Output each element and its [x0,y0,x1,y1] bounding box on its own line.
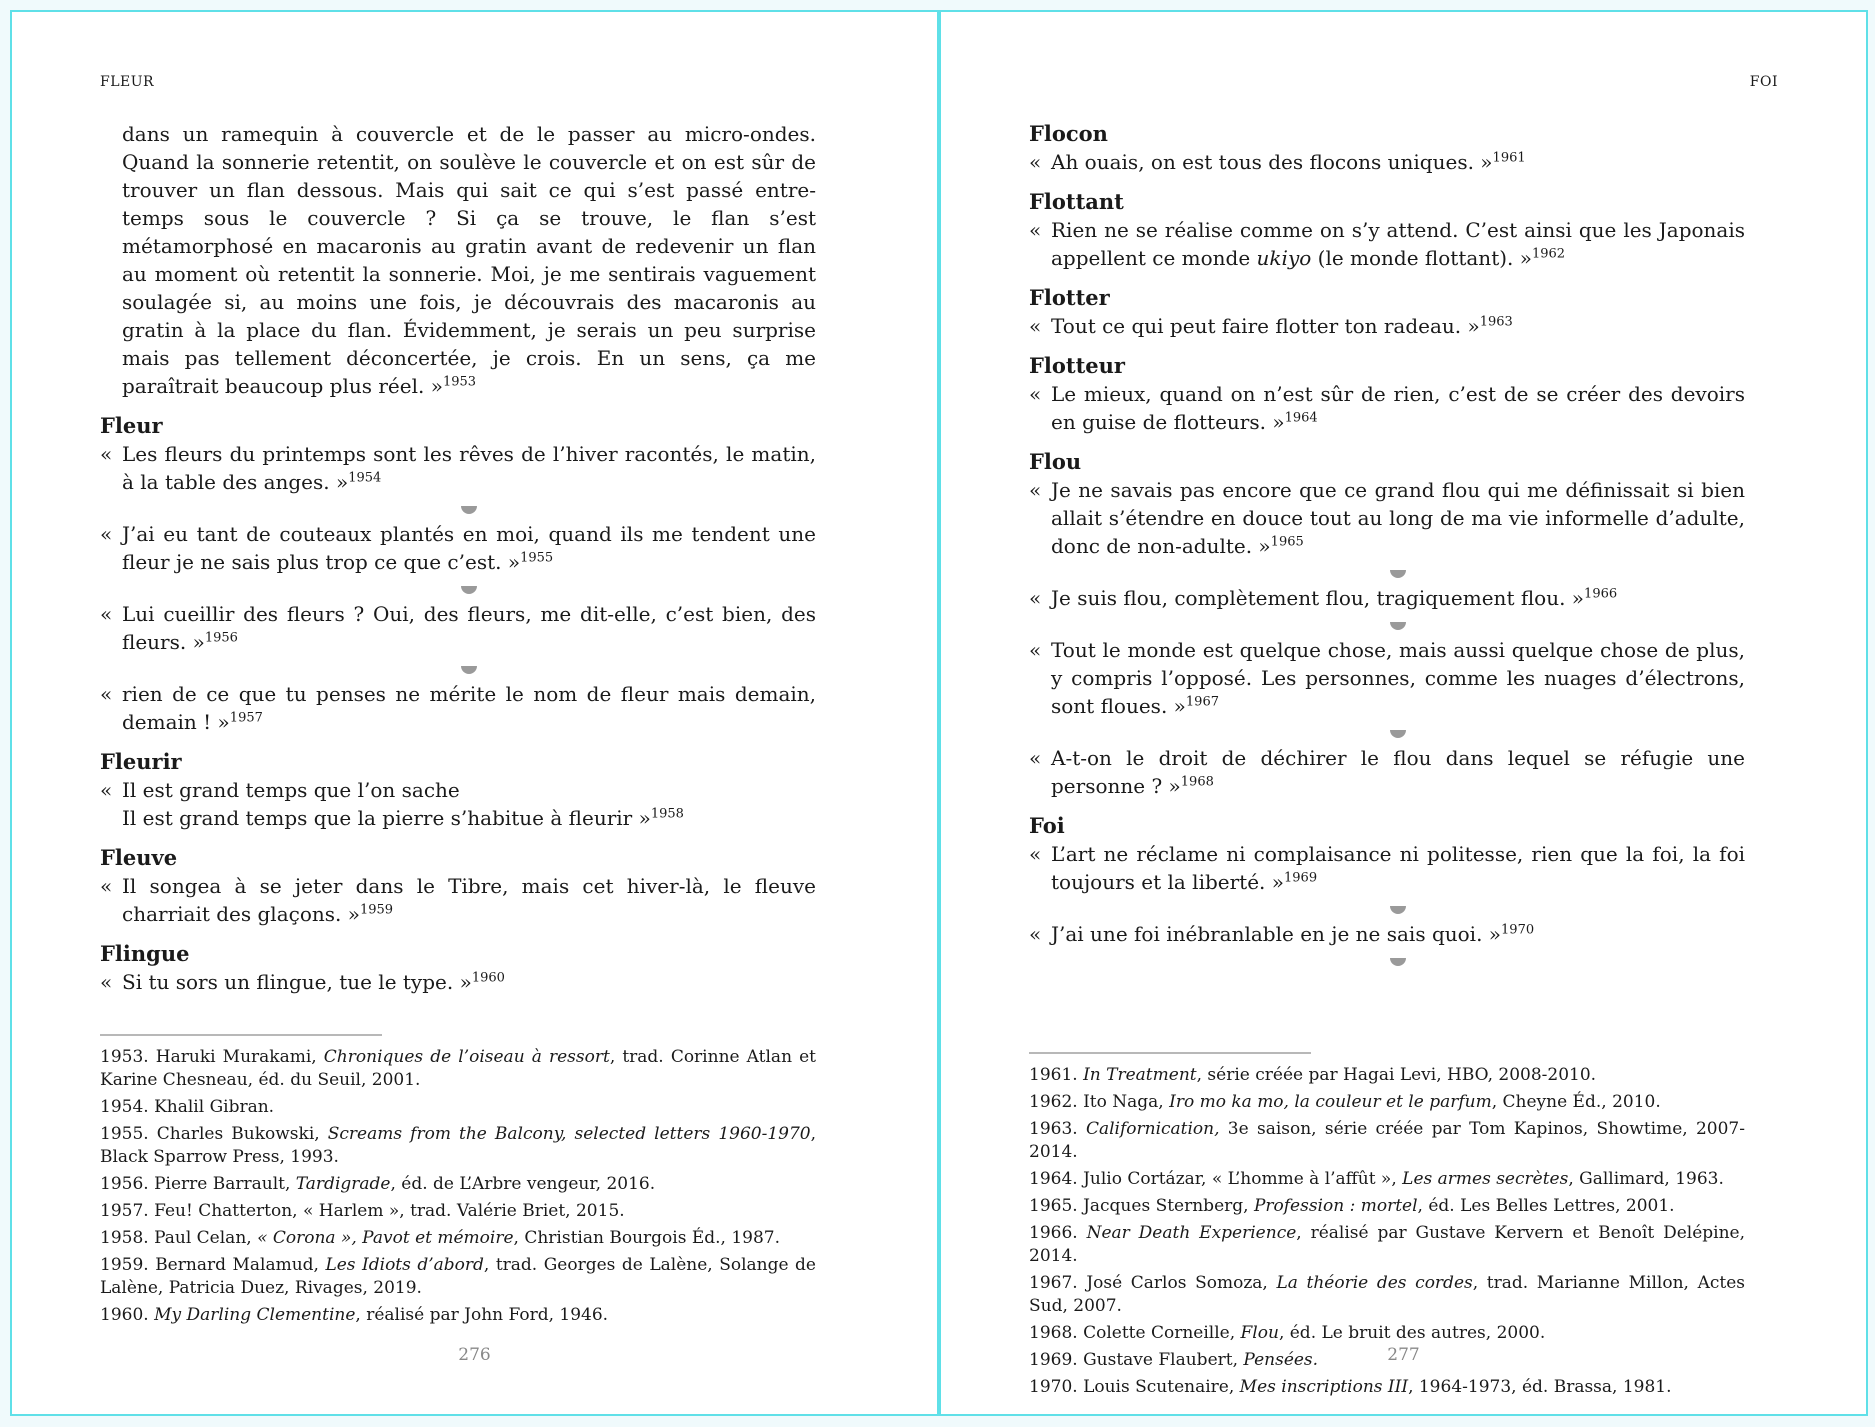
entry-title: Flocon [1029,121,1108,146]
open-quote-mark: « [1029,478,1042,502]
quote [100,968,816,996]
quote [100,440,816,496]
footnote: 1961. In Treatment, série créée par Hagai Levi, HBO, 2008-2010. [1029,1065,1597,1085]
footnote: 1969. Gustave Flaubert, Pensées. [1029,1350,1319,1370]
quote-line: Il est grand temps que la pierre s’habitue à fleurir » [122,806,651,830]
open-quote-mark: « [100,778,113,802]
footnotes-left [100,1034,816,1331]
footnote-ref[interactable]: 1961 [1492,150,1526,166]
left-body [100,120,816,996]
quote-text: Tout ce qui peut faire flotter ton radeau. » [1051,314,1480,338]
entry-title: Flingue [100,941,190,966]
quote-text: Il songea à se jeter dans le Tibre, mais cet hiver-là, le fleuve charriait des glaçons. » [122,874,816,926]
footnote: 1954. Khalil Gibran. [100,1097,275,1117]
footnote: 1955. Charles Bukowski, Screams from the Balcony, selected letters 1960-1970, Black Sparrow Press, 1993. [100,1124,816,1167]
footnote-ref[interactable]: 1963 [1479,314,1513,330]
footnote-ref[interactable]: 1959 [359,902,394,918]
open-quote-mark: « [1029,922,1042,946]
page-number: 277 [1387,1345,1420,1365]
open-quote-mark: « [1029,746,1042,770]
footnote-ref[interactable]: 1966 [1584,586,1618,602]
open-quote-mark: « [1029,842,1042,866]
continuation-text: dans un ramequin à couvercle et de le passer au micro-ondes. Quand la sonnerie retentit, on soulève le couvercle et on est sûr de trouver un flan dessous. Mais qui sait ce qui s’est passé entre-temps sous le couvercle ? Si ça se trouve, le flan s’est métamorphosé en macaronis au gratin avant de redevenir un flan au moment où retentit la sonnerie. Moi, je me sentirais vaguement soulagée si, au moins une fois, je découvrais des macaronis au gratin à la place du flan. Évidemment, je serais un peu surprise mais pas tellement déconcertée, je crois. En un sens, ça me paraîtrait beaucoup plus réel. » [122,122,816,398]
footnote-ref[interactable]: 1967 [1185,694,1219,710]
page-number: 276 [458,1345,491,1365]
separator-mark [461,586,477,594]
open-quote-mark: « [100,874,113,898]
footnote-rule [1029,1052,1311,1054]
left-page [10,10,939,1416]
separator-mark [1390,622,1406,630]
quote-text: Ah ouais, on est tous des flocons uniques. » [1051,150,1493,174]
quote-text: Si tu sors un flingue, tue le type. » [122,970,472,994]
footnote-ref[interactable]: 1954 [348,470,382,486]
open-quote-mark: « [100,602,113,626]
quote [1029,636,1745,720]
quote [1029,584,1745,612]
footnote: 1964. Julio Cortázar, « L’homme à l’affût », Les armes secrètes, Gallimard, 1963. [1029,1169,1724,1189]
quote [1029,476,1745,560]
quote [100,680,816,736]
open-quote-mark: « [100,442,113,466]
quote-text: Tout le monde est quelque chose, mais aussi quelque chose de plus, y compris l’opposé. Les personnes, comme les nuages d’électrons, sont floues. » [1051,638,1745,718]
quote-text: Lui cueillir des fleurs ? Oui, des fleurs, me dit-elle, c’est bien, des fleurs. » [122,602,816,654]
open-quote-mark: « [100,970,113,994]
footnote-ref[interactable]: 1958 [650,806,684,822]
right-page [939,10,1868,1416]
quote [100,872,816,928]
separator-mark [1390,570,1406,578]
right-body [1029,120,1745,972]
entry-title: Flotteur [1029,353,1125,378]
quote [1029,920,1745,948]
footnote-ref[interactable]: 1960 [471,970,505,986]
quote-text: Je ne savais pas encore que ce grand flou qui me définissait si bien allait s’étendre en douce tout au long de ma vie informelle d’adulte, donc de non-adulte. » [1051,478,1745,558]
entry-title: Foi [1029,813,1065,838]
running-head-left: FLEUR [100,74,155,90]
footnote-ref[interactable]: 1957 [229,710,263,726]
open-quote-mark: « [1029,586,1042,610]
footnote-ref[interactable]: 1953 [442,374,477,390]
footnote-ref[interactable]: 1964 [1284,410,1318,426]
entry-title: Fleur [100,413,163,438]
footnote-ref[interactable]: 1956 [204,630,238,646]
footnote: 1953. Haruki Murakami, Chroniques de l’oiseau à ressort, trad. Corinne Atlan et Karine Chesneau, éd. du Seuil, 2001. [100,1047,817,1090]
open-quote-mark: « [1029,150,1042,174]
entry-title: Flotter [1029,285,1110,310]
running-head-right: FOI [1749,74,1778,90]
open-quote-mark: « [1029,382,1042,406]
separator-mark [1390,906,1406,914]
separator-mark [461,506,477,514]
footnote: 1966. Near Death Experience, réalisé par Gustave Kervern et Benoît Delépine, 2014. [1029,1223,1745,1266]
open-quote-mark: « [1029,218,1042,242]
quote [1029,744,1745,800]
footnote-ref[interactable]: 1962 [1531,246,1566,262]
open-quote-mark: « [1029,314,1042,338]
entry-title: Flou [1029,449,1082,474]
footnote-ref[interactable]: 1968 [1180,774,1214,790]
open-quote-mark: « [1029,638,1042,662]
footnote-ref[interactable]: 1969 [1284,870,1318,886]
quote [1029,380,1745,436]
footnote: 1962. Ito Naga, Iro mo ka mo, la couleur et le parfum, Cheyne Éd., 2010. [1029,1092,1661,1112]
footnote: 1959. Bernard Malamud, Les Idiots d’abord, trad. Georges de Lalène, Solange de Lalène, Patricia Duez, Rivages, 2019. [100,1255,816,1298]
quote-text: Les fleurs du printemps sont les rêves de l’hiver racontés, le matin, à la table des anges. » [122,442,816,494]
footnote-ref[interactable]: 1955 [520,550,554,566]
quote-text: J’ai une foi inébranlable en je ne sais quoi. » [1051,922,1502,946]
footnote: 1968. Colette Corneille, Flou, éd. Le bruit des autres, 2000. [1029,1323,1546,1343]
footnote: 1958. Paul Celan, « Corona », Pavot et mémoire, Christian Bourgois Éd., 1987. [100,1228,780,1248]
quote [1029,148,1745,176]
separator-mark [1390,730,1406,738]
quote [1029,312,1745,340]
footnote: 1965. Jacques Sternberg, Profession : mortel, éd. Les Belles Lettres, 2001. [1029,1196,1675,1216]
quote-italic: ukiyo [1256,246,1312,270]
quote-text: Rien ne se réalise comme on s’y attend. C’est ainsi que les Japonais appellent ce monde [1051,218,1745,270]
quote-text: rien de ce que tu penses ne mérite le nom de fleur mais demain, demain ! » [122,682,816,734]
quote-text: L’art ne réclame ni complaisance ni politesse, rien que la foi, la foi toujours et la liberté. » [1051,842,1745,894]
quote [1029,216,1745,272]
quote-text: A-t-on le droit de déchirer le flou dans lequel se réfugie une personne ? » [1051,746,1745,798]
footnote-rule [100,1034,382,1036]
separator-mark [461,666,477,674]
quote-text: (le monde flottant). » [1311,246,1532,270]
footnote-ref[interactable]: 1970 [1501,922,1535,938]
open-quote-mark: « [100,682,113,706]
quote-line: Il est grand temps que l’on sache [122,778,460,802]
quote [100,520,816,576]
open-quote-mark: « [100,522,113,546]
footnote: 1970. Louis Scutenaire, Mes inscriptions III, 1964-1973, éd. Brassa, 1981. [1029,1377,1672,1397]
quote [100,776,816,832]
separator-mark [1390,958,1406,966]
quote-text: Je suis flou, complètement flou, tragiquement flou. » [1051,586,1585,610]
footnote: 1963. Californication, 3e saison, série créée par Tom Kapinos, Showtime, 2007-2014. [1029,1119,1745,1162]
quote-text: Le mieux, quand on n’est sûr de rien, c’est de se créer des devoirs en guise de flotteurs. » [1051,382,1745,434]
footnote: 1956. Pierre Barrault, Tardigrade, éd. de L’Arbre vengeur, 2016. [100,1174,656,1194]
entry-title: Flottant [1029,189,1124,214]
entry-title: Fleuve [100,845,178,870]
quote [1029,840,1745,896]
quote [100,600,816,656]
footnote: 1967. José Carlos Somoza, La théorie des cordes, trad. Marianne Millon, Actes Sud, 2007. [1029,1273,1745,1316]
footnote: 1960. My Darling Clementine, réalisé par John Ford, 1946. [100,1305,609,1325]
entry-title: Fleurir [100,749,182,774]
quote-text: J’ai eu tant de couteaux plantés en moi, quand ils me tendent une fleur je ne sais plus trop ce que c’est. » [122,522,816,574]
continuation-paragraph [100,120,816,400]
footnote-ref[interactable]: 1965 [1270,534,1304,550]
footnote: 1957. Feu! Chatterton, « Harlem », trad. Valérie Briet, 2015. [100,1201,625,1221]
